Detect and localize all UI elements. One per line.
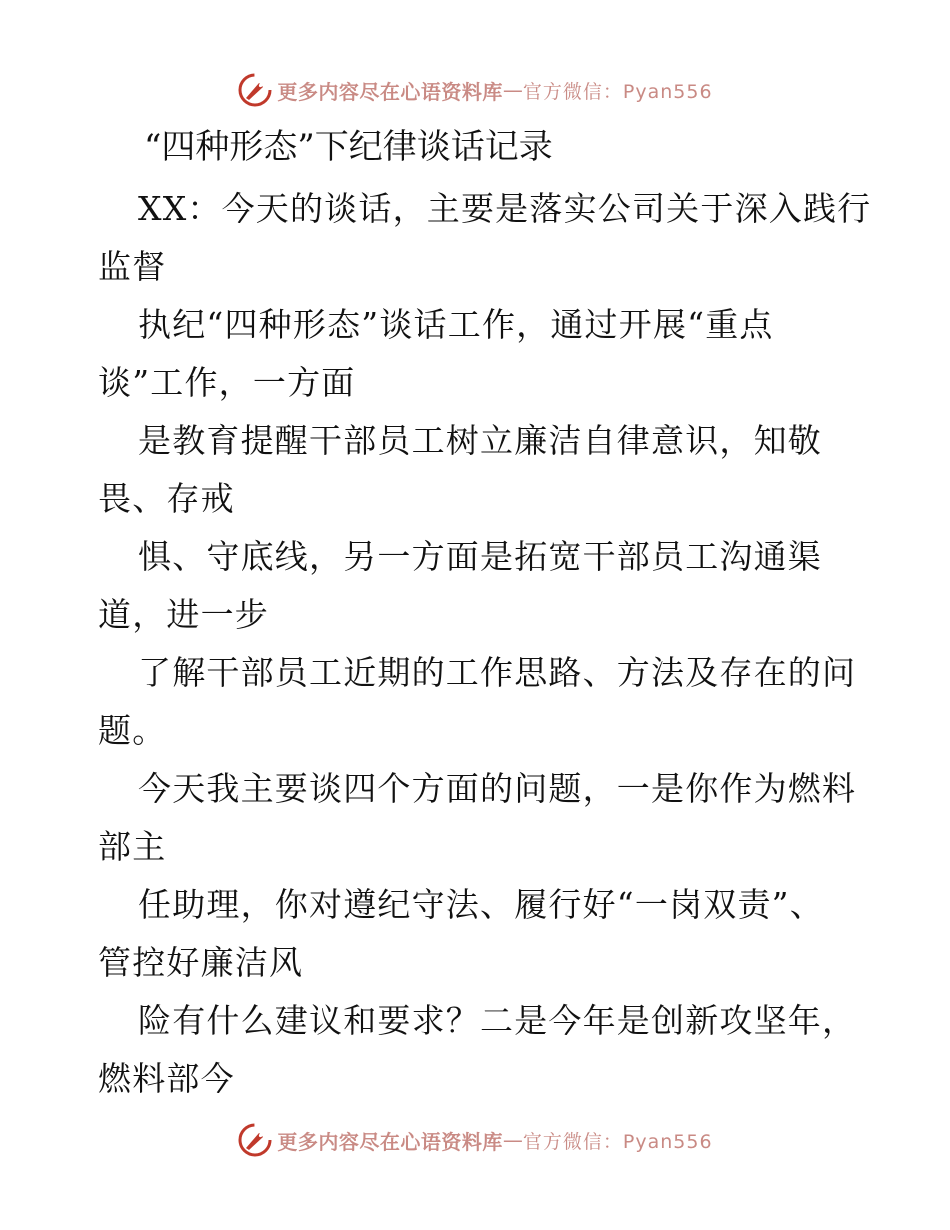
footer-watermark: [0, 1120, 950, 1160]
watermark-wechat: 官方微信：Pyan556: [522, 1130, 713, 1153]
paragraph: 险有什么建议和要求？二是今年是创新攻坚年， 燃料部今: [98, 1001, 857, 1098]
paragraph: 今天我主要谈四个方面的问题，一是你作为燃料 部主: [98, 769, 857, 866]
paragraph: 惧、守底线，另一方面是拓宽干部员工沟通渠 道，进一步: [98, 537, 822, 634]
document-title: “四种形态”下纪律谈话记录: [144, 127, 553, 167]
watermark-wechat: 官方微信：Pyan556: [522, 80, 713, 103]
paragraph: 是教育提醒干部员工树立廉洁自律意识，知敬 畏、存戒: [98, 421, 822, 518]
paragraph: 执纪“四种形态”谈话工作，通过开展“重点 谈”工作，一方面: [98, 305, 774, 402]
paragraph: 任助理，你对遵纪守法、履行好“一岗双责”、 管控好廉洁风: [98, 885, 824, 982]
header-watermark: [0, 70, 950, 110]
pen-nib-circle-icon: [237, 72, 273, 108]
watermark-separator: —: [502, 1128, 523, 1152]
watermark-text: 更多内容尽在心语资料库: [277, 1129, 503, 1154]
watermark-text: 更多内容尽在心语资料库: [277, 79, 503, 104]
watermark-separator: —: [502, 78, 523, 102]
document-body: [98, 120, 888, 1108]
paragraph: XX：今天的谈话，主要是落实公司关于深入践行 监督: [98, 189, 872, 286]
pen-nib-circle-icon: [237, 1122, 273, 1158]
paragraph: 了解干部员工近期的工作思路、方法及存在的问 题。: [98, 653, 857, 750]
